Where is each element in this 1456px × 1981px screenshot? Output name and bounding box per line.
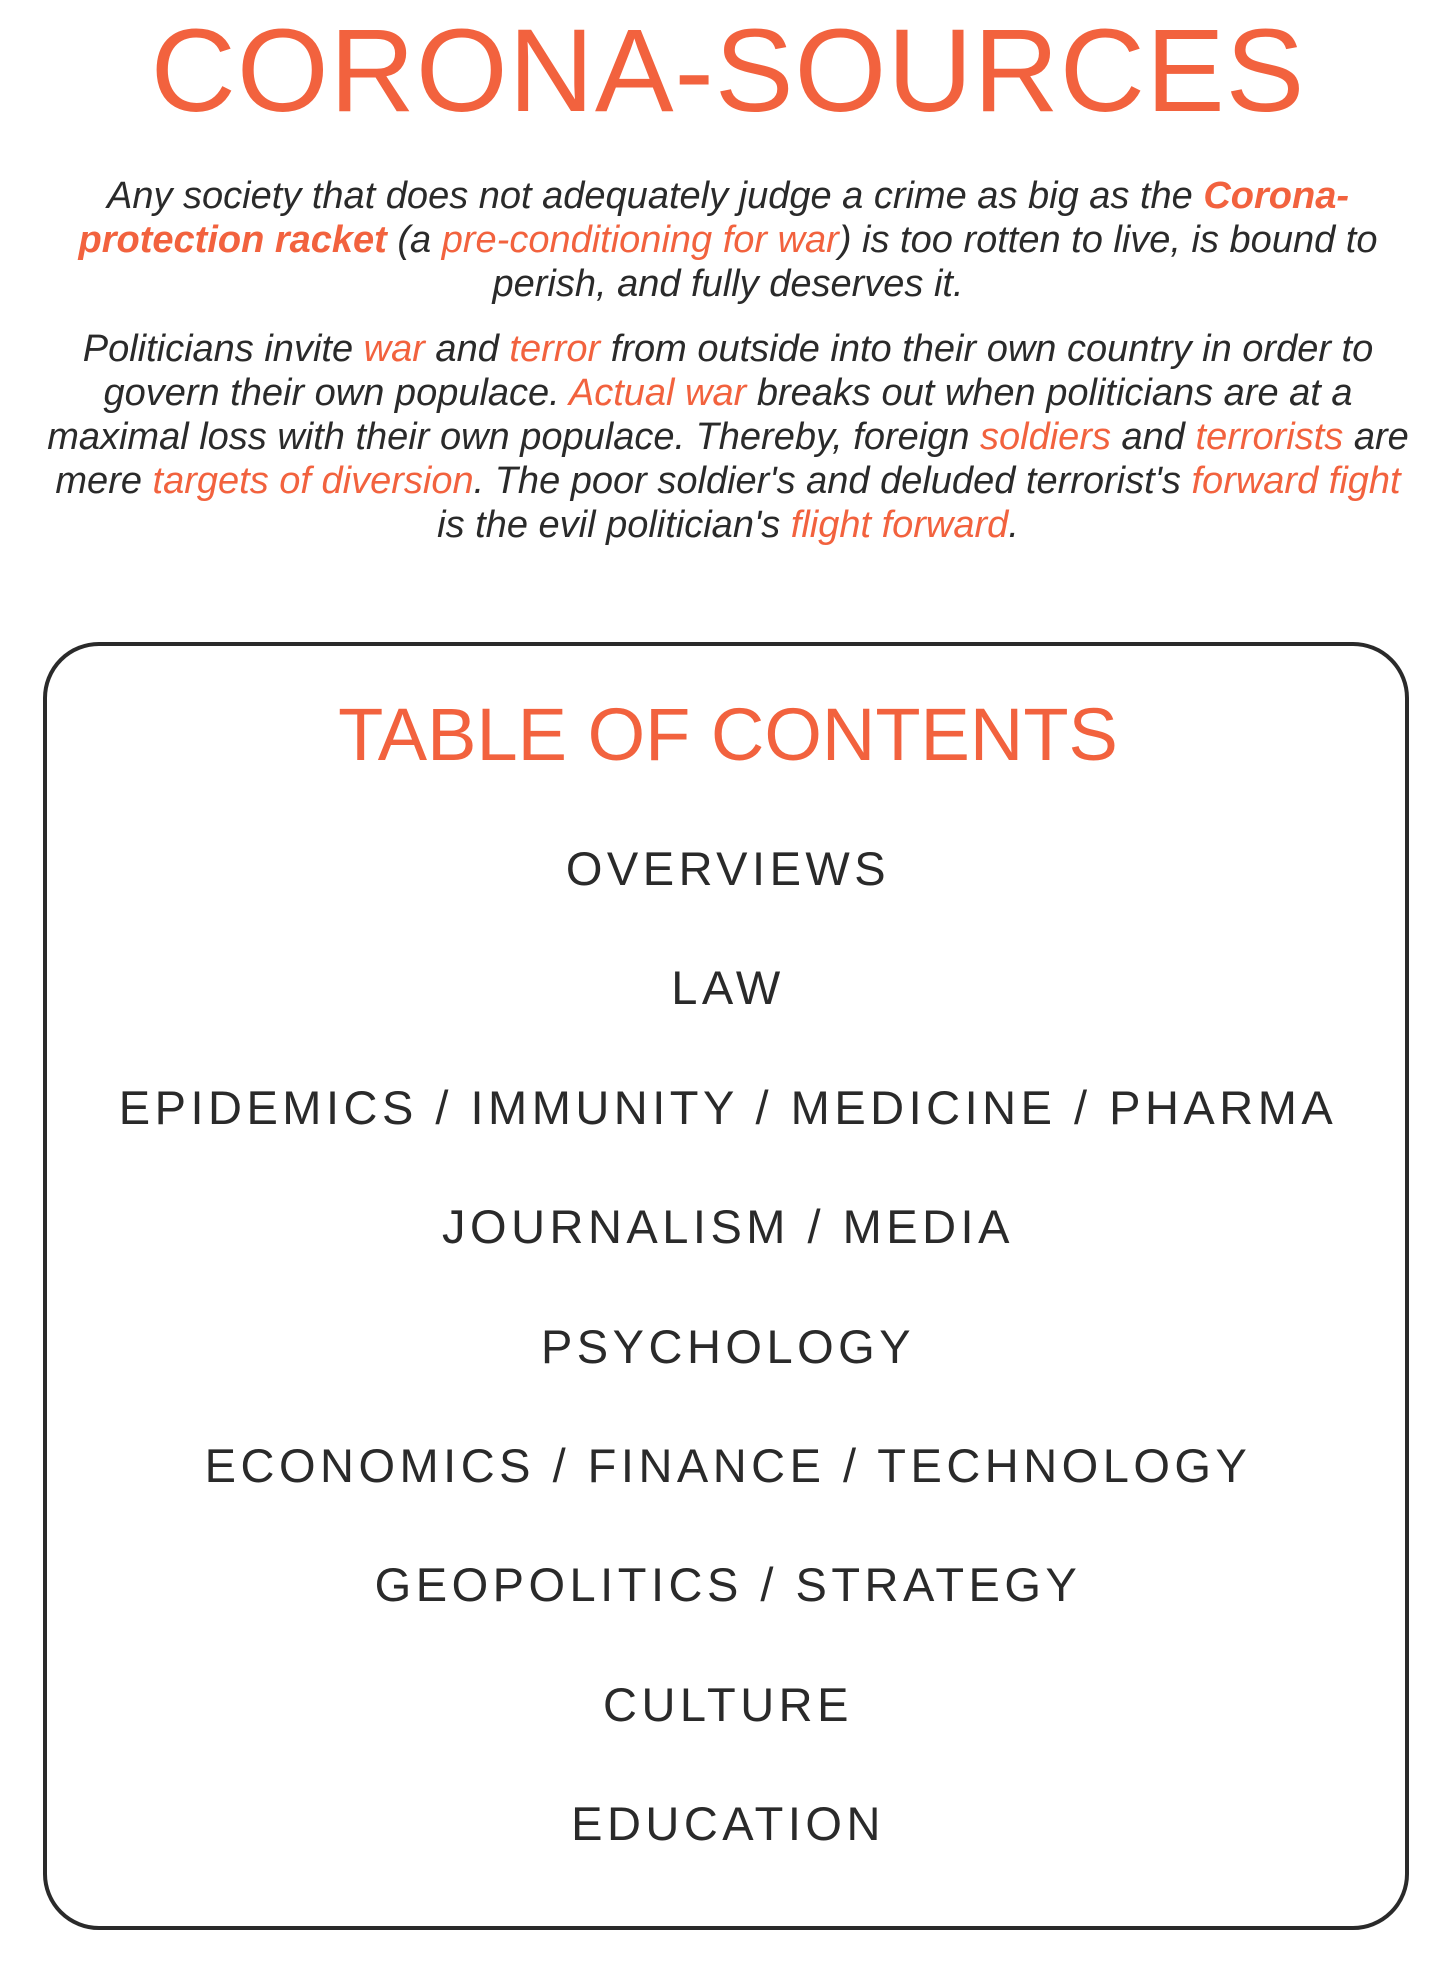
intro-text: Any society that does not adequately judge a crime as big as the	[107, 175, 1204, 217]
pre-conditioning-for-war-link[interactable]: pre-conditioning for war	[441, 219, 839, 261]
toc-item-epidemics-immunity-medicine-pharma[interactable]: EPIDEMICS / IMMUNITY / MEDICINE / PHARMA	[118, 1081, 1338, 1134]
flight-forward-link[interactable]: flight forward	[790, 504, 1009, 546]
table-of-contents-title: TABLE OF CONTENTS	[338, 693, 1118, 776]
page-title: CORONA-SOURCES	[150, 5, 1306, 137]
intro-text: are mere	[55, 416, 1409, 502]
intro-paragraph-1	[40, 174, 1416, 306]
intro-text: ) is too rotten to live, is bound to perish, and fully deserves it.	[492, 219, 1378, 305]
intro-text: and	[1110, 416, 1196, 458]
intro-text: . The poor soldier's and deluded terrorist's	[473, 460, 1192, 502]
toc-item-culture[interactable]: CULTURE	[603, 1678, 853, 1731]
intro-text: from outside into their own country in order to govern their own populace.	[103, 328, 1374, 414]
corona-protection-racket-text: Corona-protection racket	[78, 175, 1349, 261]
toc-item-psychology[interactable]: PSYCHOLOGY	[540, 1320, 916, 1373]
war-link[interactable]: war	[363, 328, 425, 370]
toc-item-economics-finance-technology[interactable]: ECONOMICS / FINANCE / TECHNOLOGY	[204, 1439, 1252, 1492]
intro-text: Politicians invite	[82, 328, 364, 370]
intro-text: breaks out when politicians are at a maximal loss with their own populace. Thereby, foreign	[47, 372, 1353, 458]
forward-fight-link[interactable]: forward fight	[1191, 460, 1401, 502]
intro-text: and	[424, 328, 510, 370]
table-of-contents-box	[43, 642, 1409, 1930]
toc-item-geopolitics-strategy[interactable]: GEOPOLITICS / STRATEGY	[374, 1558, 1082, 1611]
intro-paragraph-2	[40, 327, 1416, 547]
soldiers-link[interactable]: soldiers	[980, 416, 1111, 458]
actual-war-link[interactable]: Actual war	[568, 372, 747, 414]
toc-item-overviews[interactable]: OVERVIEWS	[565, 842, 891, 895]
terrorists-link[interactable]: terrorists	[1195, 416, 1344, 458]
toc-item-education[interactable]: EDUCATION	[571, 1797, 885, 1850]
toc-item-law[interactable]: LAW	[671, 961, 785, 1014]
terror-link[interactable]: terror	[509, 328, 601, 370]
intro-text: (a	[386, 219, 442, 261]
toc-item-journalism-media[interactable]: JOURNALISM / MEDIA	[442, 1200, 1014, 1253]
intro-text: .	[1008, 504, 1019, 546]
intro-text: is the evil politician's	[437, 504, 791, 546]
targets-of-diversion-link[interactable]: targets of diversion	[152, 460, 474, 502]
